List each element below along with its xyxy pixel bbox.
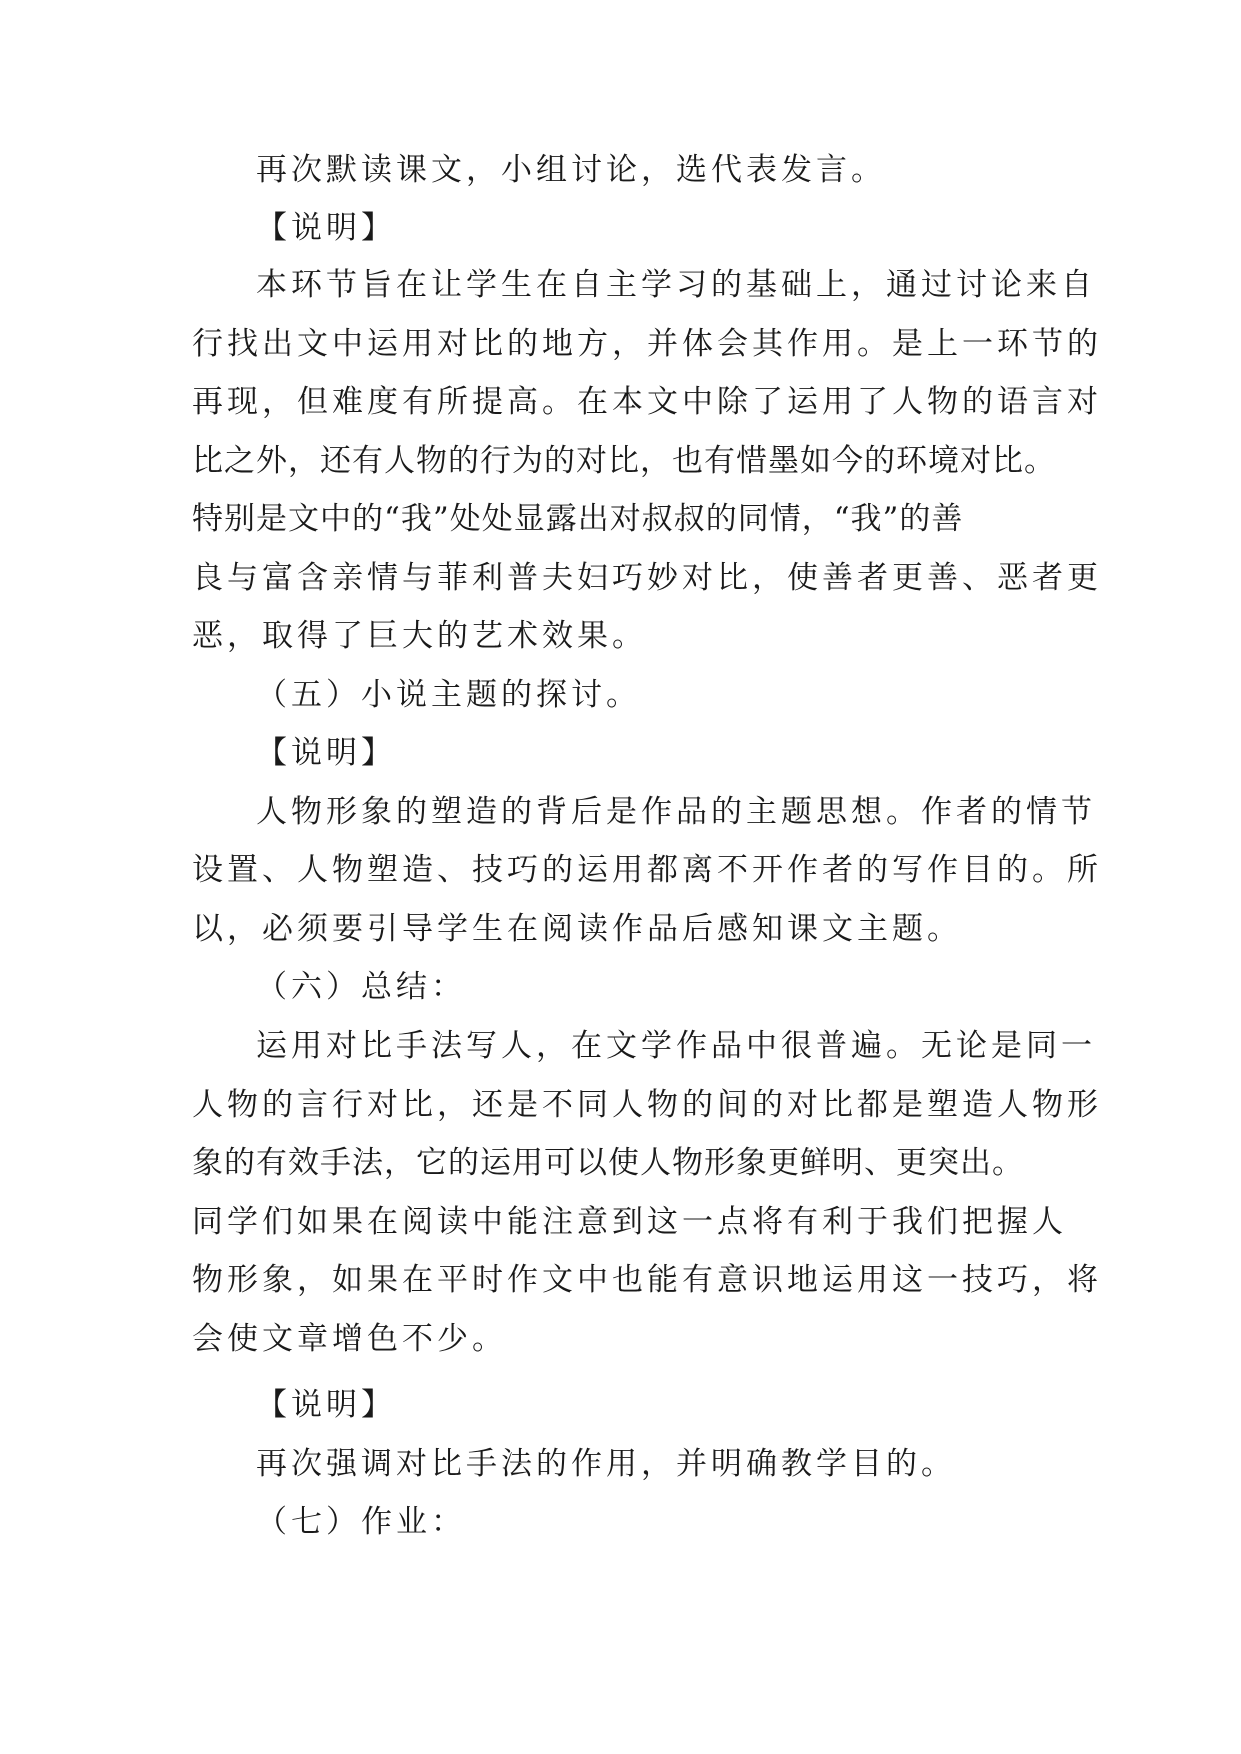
section-heading-note: 【说明】 <box>256 735 396 771</box>
section-heading: （六）总结： <box>256 969 466 1005</box>
paragraph-line: 运用对比手法写人，在文学作品中很普遍。无论是同一 <box>256 1028 1096 1064</box>
paragraph-line: 象的有效手法，它的运用可以使人物形象更鲜明、更突出。 <box>192 1145 1024 1181</box>
paragraph-line: 再次默读课文，小组讨论，选代表发言。 <box>256 152 886 188</box>
paragraph-line: 同学们如果在阅读中能注意到这一点将有利于我们把握人 <box>192 1204 1067 1240</box>
paragraph-line: 物形象，如果在平时作文中也能有意识地运用这一技巧，将 <box>192 1262 1102 1298</box>
paragraph-line: 比之外，还有人物的行为的对比，也有惜墨如今的环境对比。 <box>192 443 1056 479</box>
paragraph-line: 设置、人物塑造、技巧的运用都离不开作者的写作目的。所 <box>192 852 1102 888</box>
paragraph-line: 会使文章增色不少。 <box>192 1321 507 1357</box>
paragraph-line: 人物形象的塑造的背后是作品的主题思想。作者的情节 <box>256 794 1096 830</box>
paragraph-line: 特别是文中的“我”处处显露出对叔叔的同情，“我”的善 <box>192 501 964 537</box>
section-heading: （七）作业： <box>256 1504 466 1540</box>
paragraph-line: 恶，取得了巨大的艺术效果。 <box>192 618 647 654</box>
paragraph-line: 良与富含亲情与菲利普夫妇巧妙对比，使善者更善、恶者更 <box>192 560 1102 596</box>
paragraph-line: 再现，但难度有所提高。在本文中除了运用了人物的语言对 <box>192 384 1102 420</box>
paragraph-line: 行找出文中运用对比的地方，并体会其作用。是上一环节的 <box>192 326 1102 362</box>
section-heading-note: 【说明】 <box>256 1387 396 1423</box>
section-heading: （五）小说主题的探讨。 <box>256 677 641 713</box>
paragraph-line: 本环节旨在让学生在自主学习的基础上，通过讨论来自 <box>256 267 1096 303</box>
paragraph-line: 以，必须要引导学生在阅读作品后感知课文主题。 <box>192 911 962 947</box>
paragraph-line: 再次强调对比手法的作用，并明确教学目的。 <box>256 1446 956 1482</box>
paragraph-line: 人物的言行对比，还是不同人物的间的对比都是塑造人物形 <box>192 1087 1102 1123</box>
section-heading-note: 【说明】 <box>256 210 396 246</box>
